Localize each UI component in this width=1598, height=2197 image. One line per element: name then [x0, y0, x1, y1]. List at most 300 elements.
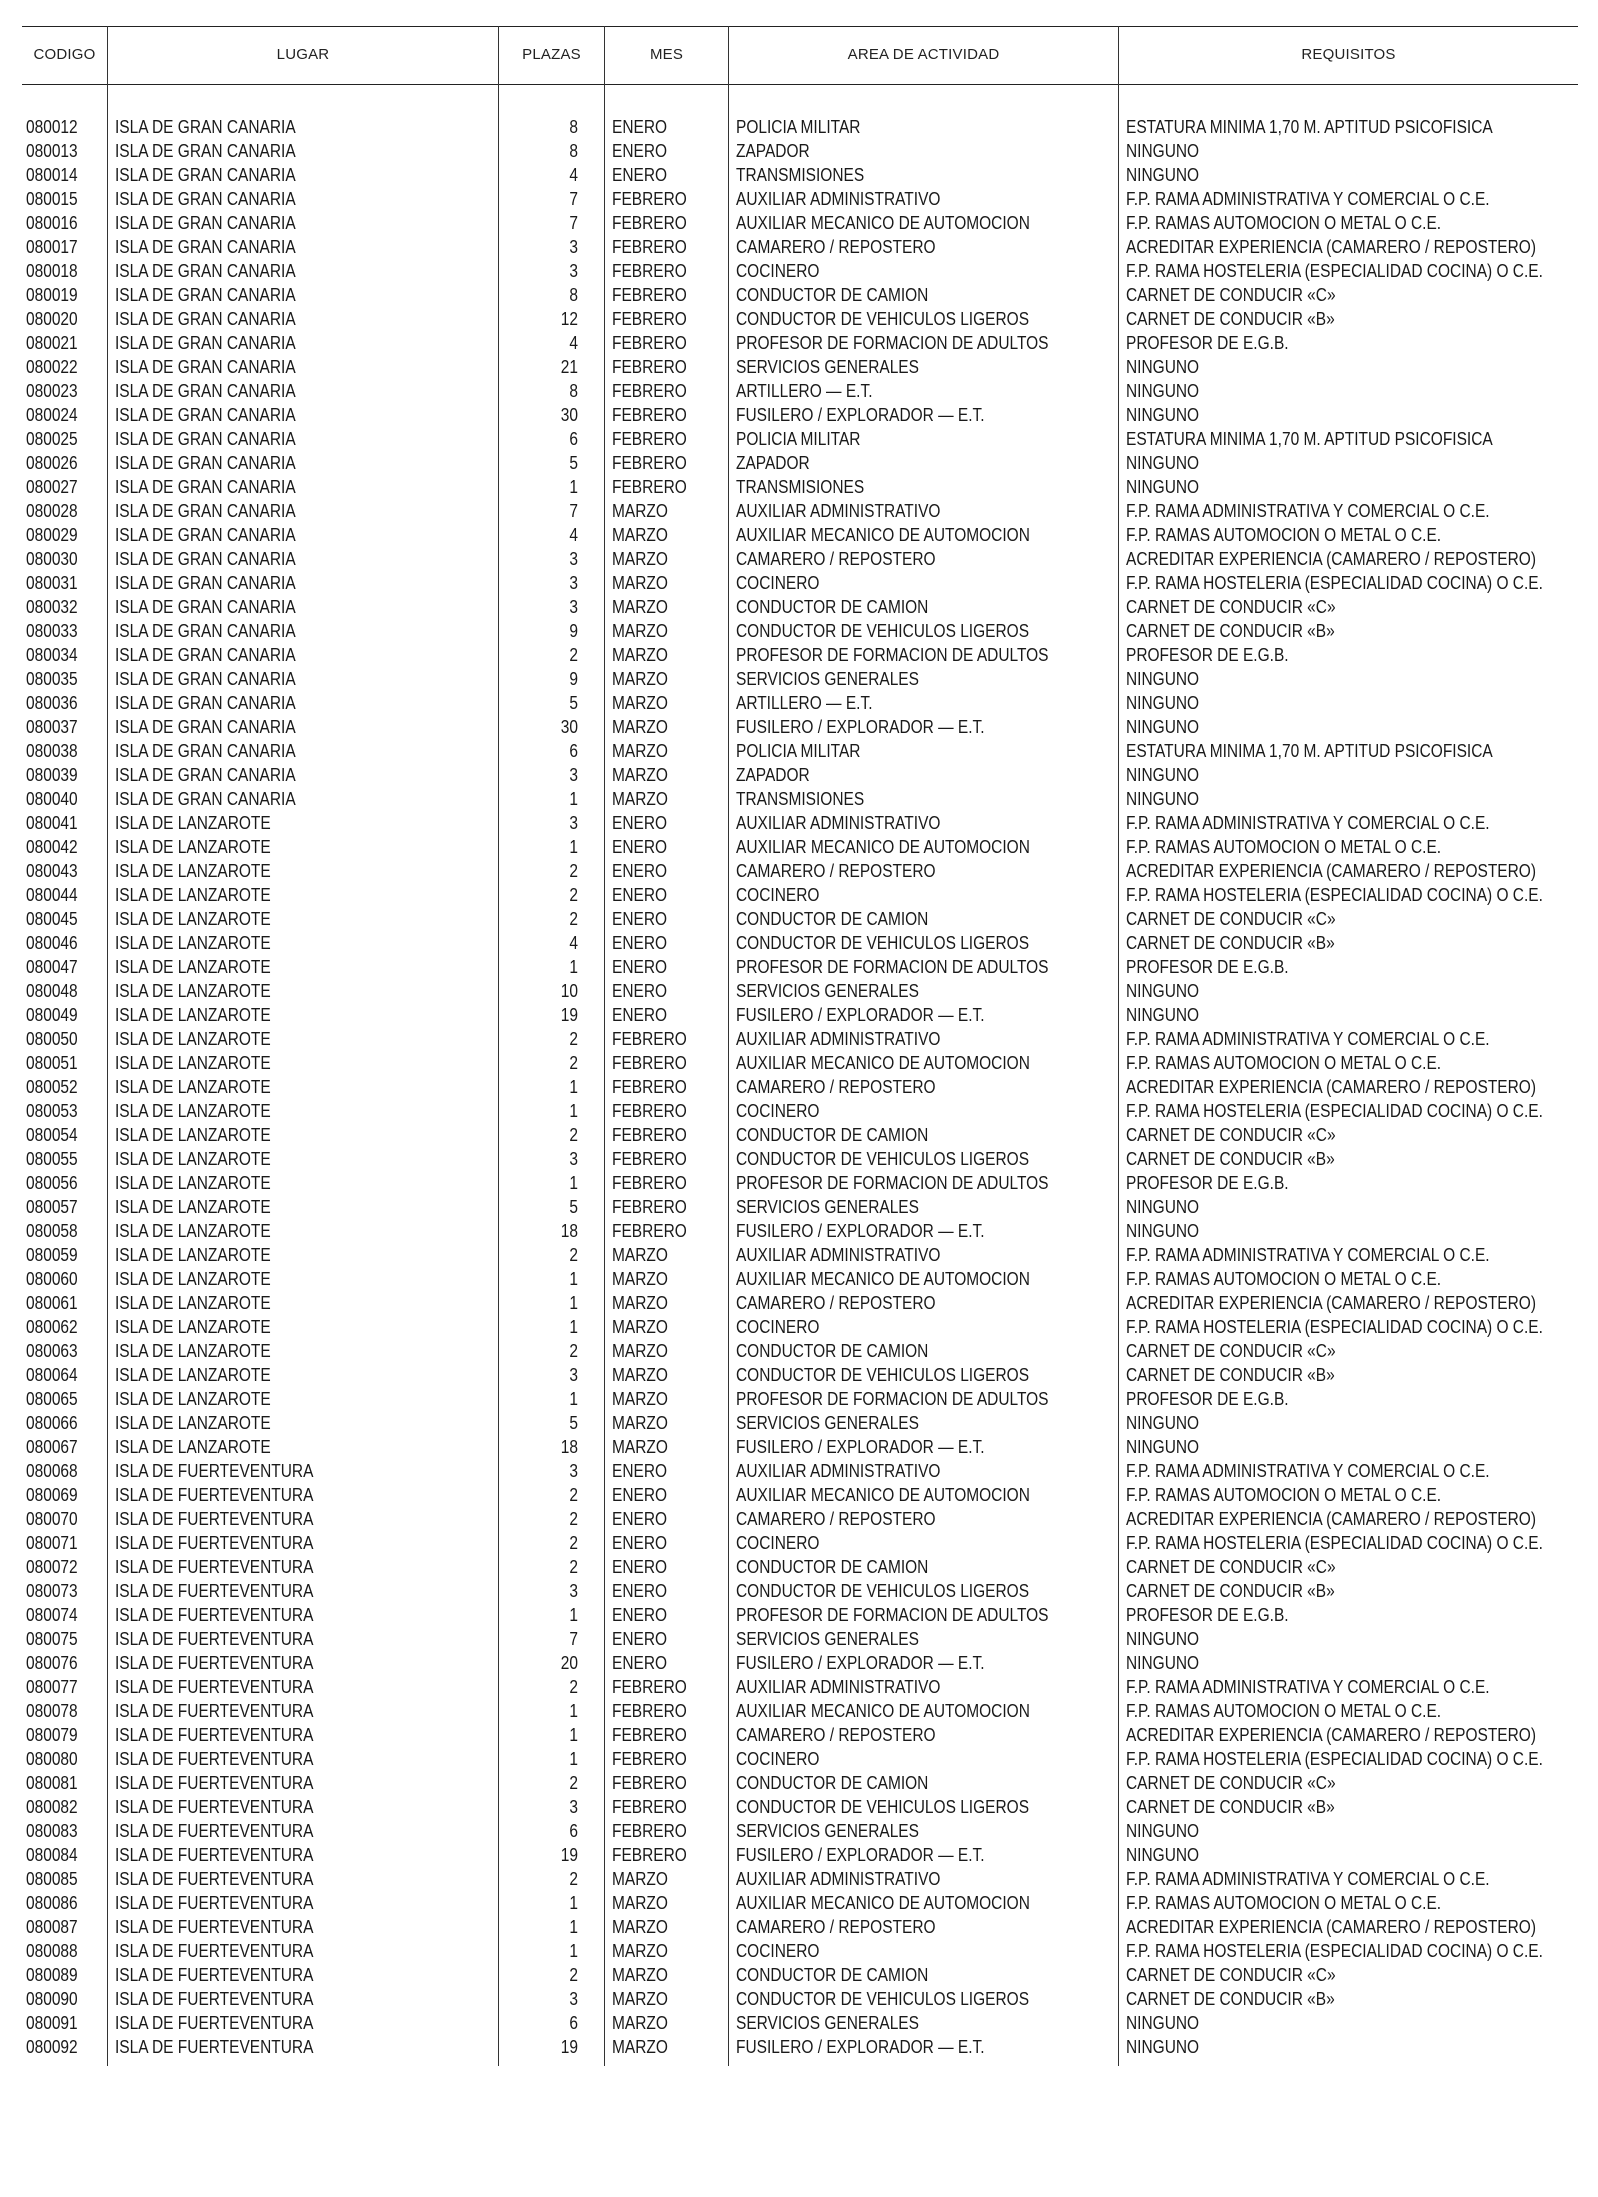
cell-lugar: ISLA DE LANZAROTE — [115, 813, 271, 833]
cell-mes: FEBRERO — [612, 1053, 687, 1073]
table-row — [22, 1603, 1578, 1627]
cell-lugar: ISLA DE LANZAROTE — [115, 885, 271, 905]
cell-plazas: 3 — [569, 1989, 578, 2009]
cell-requisitos: F.P. RAMA ADMINISTRATIVA Y COMERCIAL O C.E. — [1126, 1869, 1490, 1889]
cell-mes: MARZO — [612, 501, 668, 521]
cell-codigo: 080075 — [26, 1629, 78, 1649]
cell-mes: MARZO — [612, 1245, 668, 1265]
cell-plazas: 7 — [569, 213, 578, 233]
cell-plazas: 2 — [569, 1557, 578, 1577]
cell-codigo: 080042 — [26, 837, 78, 857]
cell-requisitos: F.P. RAMA HOSTELERIA (ESPECIALIDAD COCINA) O C.E. — [1126, 573, 1543, 593]
cell-area: FUSILERO / EXPLORADOR — E.T. — [736, 1653, 985, 1673]
cell-lugar: ISLA DE FUERTEVENTURA — [115, 1581, 314, 1601]
cell-requisitos: NINGUNO — [1126, 1197, 1200, 1217]
cell-plazas: 3 — [569, 1365, 578, 1385]
cell-area: AUXILIAR ADMINISTRATIVO — [736, 1461, 941, 1481]
cell-plazas: 1 — [569, 1893, 578, 1913]
cell-lugar: ISLA DE GRAN CANARIA — [115, 645, 296, 665]
cell-codigo: 080062 — [26, 1317, 78, 1337]
table-row — [22, 619, 1578, 643]
cell-codigo: 080019 — [26, 285, 78, 305]
cell-plazas: 2 — [569, 1533, 578, 1553]
cell-mes: FEBRERO — [612, 1701, 687, 1721]
cell-plazas: 1 — [569, 1101, 578, 1121]
table-row — [22, 1771, 1578, 1795]
cell-codigo: 080017 — [26, 237, 78, 257]
cell-plazas: 1 — [569, 1941, 578, 1961]
cell-requisitos: NINGUNO — [1126, 669, 1200, 689]
cell-plazas: 3 — [569, 549, 578, 569]
cell-mes: MARZO — [612, 669, 668, 689]
cell-area: FUSILERO / EXPLORADOR — E.T. — [736, 1005, 985, 1025]
cell-mes: MARZO — [612, 1341, 668, 1361]
cell-requisitos: NINGUNO — [1126, 453, 1200, 473]
cell-plazas: 1 — [569, 1605, 578, 1625]
cell-mes: MARZO — [612, 549, 668, 569]
cell-codigo: 080052 — [26, 1077, 78, 1097]
cell-plazas: 9 — [569, 621, 578, 641]
table-row — [22, 1219, 1578, 1243]
table-row — [22, 979, 1578, 1003]
cell-requisitos: NINGUNO — [1126, 2013, 1200, 2033]
table-row — [22, 211, 1578, 235]
cell-codigo: 080013 — [26, 141, 78, 161]
cell-plazas: 3 — [569, 1797, 578, 1817]
cell-plazas: 9 — [569, 669, 578, 689]
table-row — [22, 1627, 1578, 1651]
cell-requisitos: PROFESOR DE E.G.B. — [1126, 1173, 1289, 1193]
cell-plazas: 1 — [569, 1077, 578, 1097]
cell-plazas: 6 — [569, 2013, 578, 2033]
cell-codigo: 080030 — [26, 549, 78, 569]
cell-codigo: 080078 — [26, 1701, 78, 1721]
cell-codigo: 080080 — [26, 1749, 78, 1769]
cell-mes: MARZO — [612, 573, 668, 593]
table-row — [22, 451, 1578, 475]
cell-plazas: 3 — [569, 237, 578, 257]
cell-requisitos: NINGUNO — [1126, 717, 1200, 737]
cell-mes: ENERO — [612, 1557, 668, 1577]
cell-area: SERVICIOS GENERALES — [736, 669, 919, 689]
cell-area: CONDUCTOR DE VEHICULOS LIGEROS — [736, 621, 1030, 641]
cell-mes: MARZO — [612, 1389, 668, 1409]
cell-lugar: ISLA DE LANZAROTE — [115, 1149, 271, 1169]
cell-requisitos: NINGUNO — [1126, 2037, 1200, 2057]
cell-lugar: ISLA DE GRAN CANARIA — [115, 429, 296, 449]
cell-plazas: 3 — [569, 1581, 578, 1601]
cell-plazas: 1 — [569, 477, 578, 497]
cell-plazas: 5 — [569, 1413, 578, 1433]
cell-requisitos: F.P. RAMAS AUTOMOCION O METAL O C.E. — [1126, 1053, 1442, 1073]
cell-mes: MARZO — [612, 1317, 668, 1337]
cell-mes: ENERO — [612, 165, 668, 185]
cell-codigo: 080083 — [26, 1821, 78, 1841]
cell-plazas: 2 — [569, 1485, 578, 1505]
table-row — [22, 1867, 1578, 1891]
cell-lugar: ISLA DE LANZAROTE — [115, 933, 271, 953]
cell-mes: MARZO — [612, 1869, 668, 1889]
cell-lugar: ISLA DE GRAN CANARIA — [115, 237, 296, 257]
cell-codigo: 080063 — [26, 1341, 78, 1361]
table-row — [22, 1339, 1578, 1363]
cell-lugar: ISLA DE GRAN CANARIA — [115, 405, 296, 425]
cell-lugar: ISLA DE LANZAROTE — [115, 1389, 271, 1409]
cell-requisitos: CARNET DE CONDUCIR «C» — [1126, 1125, 1336, 1145]
table-row — [22, 1531, 1578, 1555]
table-row — [22, 1291, 1578, 1315]
table-row — [22, 1027, 1578, 1051]
cell-mes: ENERO — [612, 909, 668, 929]
cell-requisitos: CARNET DE CONDUCIR «B» — [1126, 1365, 1335, 1385]
table-row — [22, 595, 1578, 619]
table-row — [22, 403, 1578, 427]
cell-mes: ENERO — [612, 141, 668, 161]
cell-plazas: 2 — [569, 1965, 578, 1985]
cell-requisitos: CARNET DE CONDUCIR «C» — [1126, 1965, 1336, 1985]
cell-mes: ENERO — [612, 117, 668, 137]
cell-mes: FEBRERO — [612, 357, 687, 377]
table-row — [22, 1579, 1578, 1603]
table-row — [22, 907, 1578, 931]
cell-mes: MARZO — [612, 765, 668, 785]
cell-area: CAMARERO / REPOSTERO — [736, 1293, 936, 1313]
cell-area: FUSILERO / EXPLORADOR — E.T. — [736, 1221, 985, 1241]
cell-requisitos: ACREDITAR EXPERIENCIA (CAMARERO / REPOSTERO) — [1126, 861, 1537, 881]
table-row — [22, 139, 1578, 163]
cell-codigo: 080047 — [26, 957, 78, 977]
table-row — [22, 1243, 1578, 1267]
cell-plazas: 1 — [569, 1701, 578, 1721]
cell-mes: MARZO — [612, 1893, 668, 1913]
cell-lugar: ISLA DE GRAN CANARIA — [115, 381, 296, 401]
cell-codigo: 080061 — [26, 1293, 78, 1313]
cell-mes: FEBRERO — [612, 213, 687, 233]
cell-requisitos: ACREDITAR EXPERIENCIA (CAMARERO / REPOSTERO) — [1126, 1509, 1537, 1529]
cell-requisitos: PROFESOR DE E.G.B. — [1126, 1605, 1289, 1625]
cell-codigo: 080023 — [26, 381, 78, 401]
table-row — [22, 811, 1578, 835]
table-row — [22, 1171, 1578, 1195]
cell-mes: ENERO — [612, 861, 668, 881]
cell-codigo: 080064 — [26, 1365, 78, 1385]
cell-requisitos: NINGUNO — [1126, 381, 1200, 401]
cell-lugar: ISLA DE GRAN CANARIA — [115, 501, 296, 521]
header-plazas: PLAZAS — [522, 46, 581, 63]
cell-mes: FEBRERO — [612, 1797, 687, 1817]
cell-area: PROFESOR DE FORMACION DE ADULTOS — [736, 1389, 1049, 1409]
cell-area: COCINERO — [736, 1749, 820, 1769]
cell-lugar: ISLA DE FUERTEVENTURA — [115, 1869, 314, 1889]
cell-lugar: ISLA DE LANZAROTE — [115, 1437, 271, 1457]
cell-plazas: 7 — [569, 189, 578, 209]
cell-codigo: 080031 — [26, 573, 78, 593]
cell-requisitos: NINGUNO — [1126, 1221, 1200, 1241]
cell-area: CAMARERO / REPOSTERO — [736, 1725, 936, 1745]
table-row — [22, 163, 1578, 187]
cell-mes: FEBRERO — [612, 405, 687, 425]
cell-mes: ENERO — [612, 933, 668, 953]
cell-lugar: ISLA DE LANZAROTE — [115, 1197, 271, 1217]
cell-codigo: 080076 — [26, 1653, 78, 1673]
cell-requisitos: NINGUNO — [1126, 1005, 1200, 1025]
cell-codigo: 080059 — [26, 1245, 78, 1265]
table-row — [22, 1003, 1578, 1027]
cell-codigo: 080034 — [26, 645, 78, 665]
cell-codigo: 080022 — [26, 357, 78, 377]
table-row — [22, 2035, 1578, 2059]
cell-plazas: 5 — [569, 1197, 578, 1217]
table-row — [22, 1315, 1578, 1339]
cell-lugar: ISLA DE FUERTEVENTURA — [115, 1917, 314, 1937]
cell-area: FUSILERO / EXPLORADOR — E.T. — [736, 405, 985, 425]
cell-mes: FEBRERO — [612, 1173, 687, 1193]
cell-lugar: ISLA DE GRAN CANARIA — [115, 261, 296, 281]
table-row — [22, 1651, 1578, 1675]
cell-area: CONDUCTOR DE CAMION — [736, 285, 929, 305]
cell-area: SERVICIOS GENERALES — [736, 981, 919, 1001]
cell-mes: ENERO — [612, 1581, 668, 1601]
cell-requisitos: NINGUNO — [1126, 165, 1200, 185]
table-row — [22, 883, 1578, 907]
cell-plazas: 2 — [569, 885, 578, 905]
cell-codigo: 080039 — [26, 765, 78, 785]
cell-lugar: ISLA DE GRAN CANARIA — [115, 117, 296, 137]
cell-mes: FEBRERO — [612, 1845, 687, 1865]
table-row — [22, 859, 1578, 883]
cell-codigo: 080029 — [26, 525, 78, 545]
cell-requisitos: ESTATURA MINIMA 1,70 M. APTITUD PSICOFISICA — [1126, 429, 1493, 449]
cell-area: SERVICIOS GENERALES — [736, 1413, 919, 1433]
header-lugar: LUGAR — [276, 46, 330, 63]
cell-mes: MARZO — [612, 1989, 668, 2009]
cell-mes: MARZO — [612, 1941, 668, 1961]
cell-mes: MARZO — [612, 525, 668, 545]
cell-mes: FEBRERO — [612, 1149, 687, 1169]
cell-plazas: 3 — [569, 1461, 578, 1481]
table-row — [22, 715, 1578, 739]
cell-plazas: 3 — [569, 1149, 578, 1169]
cell-plazas: 3 — [569, 573, 578, 593]
cell-area: PROFESOR DE FORMACION DE ADULTOS — [736, 645, 1049, 665]
cell-plazas: 2 — [569, 1677, 578, 1697]
cell-plazas: 19 — [560, 1845, 578, 1865]
cell-plazas: 3 — [569, 765, 578, 785]
table-row — [22, 1795, 1578, 1819]
cell-lugar: ISLA DE FUERTEVENTURA — [115, 1725, 314, 1745]
cell-area: CONDUCTOR DE VEHICULOS LIGEROS — [736, 933, 1030, 953]
cell-codigo: 080038 — [26, 741, 78, 761]
cell-area: FUSILERO / EXPLORADOR — E.T. — [736, 2037, 985, 2057]
table-row — [22, 307, 1578, 331]
table-row — [22, 1075, 1578, 1099]
cell-mes: FEBRERO — [612, 189, 687, 209]
cell-requisitos: F.P. RAMA HOSTELERIA (ESPECIALIDAD COCINA) O C.E. — [1126, 1749, 1543, 1769]
table-row — [22, 1483, 1578, 1507]
cell-lugar: ISLA DE LANZAROTE — [115, 1317, 271, 1337]
table-row — [22, 571, 1578, 595]
cell-plazas: 30 — [560, 717, 578, 737]
cell-lugar: ISLA DE LANZAROTE — [115, 1293, 271, 1313]
cell-mes: MARZO — [612, 597, 668, 617]
cell-lugar: ISLA DE GRAN CANARIA — [115, 165, 296, 185]
cell-requisitos: CARNET DE CONDUCIR «C» — [1126, 1557, 1336, 1577]
cell-mes: ENERO — [612, 1005, 668, 1025]
cell-area: AUXILIAR ADMINISTRATIVO — [736, 1869, 941, 1889]
cell-lugar: ISLA DE GRAN CANARIA — [115, 357, 296, 377]
cell-codigo: 080071 — [26, 1533, 78, 1553]
cell-mes: MARZO — [612, 1965, 668, 1985]
cell-lugar: ISLA DE FUERTEVENTURA — [115, 1773, 314, 1793]
cell-mes: MARZO — [612, 717, 668, 737]
cell-mes: FEBRERO — [612, 1125, 687, 1145]
cell-mes: MARZO — [612, 2013, 668, 2033]
cell-plazas: 6 — [569, 741, 578, 761]
cell-codigo: 080056 — [26, 1173, 78, 1193]
cell-codigo: 080067 — [26, 1437, 78, 1457]
cell-requisitos: F.P. RAMA HOSTELERIA (ESPECIALIDAD COCINA) O C.E. — [1126, 1317, 1543, 1337]
cell-mes: FEBRERO — [612, 453, 687, 473]
cell-lugar: ISLA DE FUERTEVENTURA — [115, 1965, 314, 1985]
cell-area: COCINERO — [736, 885, 820, 905]
cell-plazas: 4 — [569, 165, 578, 185]
cell-lugar: ISLA DE FUERTEVENTURA — [115, 1509, 314, 1529]
cell-requisitos: F.P. RAMAS AUTOMOCION O METAL O C.E. — [1126, 213, 1442, 233]
cell-codigo: 080036 — [26, 693, 78, 713]
cell-codigo: 080058 — [26, 1221, 78, 1241]
table-row — [22, 1723, 1578, 1747]
table-row — [22, 283, 1578, 307]
cell-plazas: 30 — [560, 405, 578, 425]
cell-area: CONDUCTOR DE CAMION — [736, 597, 929, 617]
cell-lugar: ISLA DE GRAN CANARIA — [115, 621, 296, 641]
cell-requisitos: CARNET DE CONDUCIR «C» — [1126, 597, 1336, 617]
cell-lugar: ISLA DE GRAN CANARIA — [115, 477, 296, 497]
table-row — [22, 523, 1578, 547]
cell-area: CONDUCTOR DE CAMION — [736, 909, 929, 929]
cell-codigo: 080024 — [26, 405, 78, 425]
cell-requisitos: PROFESOR DE E.G.B. — [1126, 333, 1289, 353]
cell-area: CAMARERO / REPOSTERO — [736, 1509, 936, 1529]
cell-area: POLICIA MILITAR — [736, 741, 861, 761]
cell-requisitos: ACREDITAR EXPERIENCIA (CAMARERO / REPOSTERO) — [1126, 549, 1537, 569]
cell-lugar: ISLA DE LANZAROTE — [115, 1173, 271, 1193]
table-row — [22, 427, 1578, 451]
cell-codigo: 080072 — [26, 1557, 78, 1577]
header-requisitos: REQUISITOS — [1301, 46, 1396, 63]
cell-lugar: ISLA DE GRAN CANARIA — [115, 309, 296, 329]
cell-lugar: ISLA DE GRAN CANARIA — [115, 285, 296, 305]
cell-codigo: 080040 — [26, 789, 78, 809]
cell-area: CONDUCTOR DE CAMION — [736, 1341, 929, 1361]
cell-codigo: 080046 — [26, 933, 78, 953]
cell-requisitos: F.P. RAMA HOSTELERIA (ESPECIALIDAD COCINA) O C.E. — [1126, 1101, 1543, 1121]
cell-area: ZAPADOR — [736, 453, 810, 473]
cell-lugar: ISLA DE FUERTEVENTURA — [115, 1821, 314, 1841]
cell-lugar: ISLA DE FUERTEVENTURA — [115, 1989, 314, 2009]
table-row — [22, 1747, 1578, 1771]
cell-plazas: 21 — [560, 357, 578, 377]
cell-area: POLICIA MILITAR — [736, 117, 861, 137]
cell-lugar: ISLA DE LANZAROTE — [115, 1365, 271, 1385]
cell-mes: ENERO — [612, 1533, 668, 1553]
cell-lugar: ISLA DE LANZAROTE — [115, 1053, 271, 1073]
cell-requisitos: NINGUNO — [1126, 981, 1200, 1001]
cell-requisitos: ACREDITAR EXPERIENCIA (CAMARERO / REPOSTERO) — [1126, 237, 1537, 257]
cell-mes: MARZO — [612, 621, 668, 641]
cell-lugar: ISLA DE GRAN CANARIA — [115, 765, 296, 785]
cell-area: CAMARERO / REPOSTERO — [736, 861, 936, 881]
cell-plazas: 1 — [569, 1293, 578, 1313]
cell-requisitos: F.P. RAMA ADMINISTRATIVA Y COMERCIAL O C.E. — [1126, 189, 1490, 209]
cell-plazas: 1 — [569, 1917, 578, 1937]
table-row — [22, 1555, 1578, 1579]
cell-area: CONDUCTOR DE VEHICULOS LIGEROS — [736, 1149, 1030, 1169]
cell-lugar: ISLA DE FUERTEVENTURA — [115, 1653, 314, 1673]
cell-plazas: 1 — [569, 1269, 578, 1289]
cell-area: AUXILIAR ADMINISTRATIVO — [736, 1245, 941, 1265]
cell-lugar: ISLA DE FUERTEVENTURA — [115, 1605, 314, 1625]
cell-plazas: 2 — [569, 1341, 578, 1361]
cell-lugar: ISLA DE LANZAROTE — [115, 981, 271, 1001]
table-row — [22, 1387, 1578, 1411]
cell-codigo: 080033 — [26, 621, 78, 641]
table-row — [22, 955, 1578, 979]
table-row — [22, 1819, 1578, 1843]
cell-mes: MARZO — [612, 789, 668, 809]
cell-requisitos: CARNET DE CONDUCIR «B» — [1126, 309, 1335, 329]
cell-plazas: 4 — [569, 525, 578, 545]
cell-mes: ENERO — [612, 1629, 668, 1649]
cell-requisitos: F.P. RAMA ADMINISTRATIVA Y COMERCIAL O C.E. — [1126, 1677, 1490, 1697]
cell-lugar: ISLA DE FUERTEVENTURA — [115, 1677, 314, 1697]
cell-codigo: 080092 — [26, 2037, 78, 2057]
cell-lugar: ISLA DE LANZAROTE — [115, 1005, 271, 1025]
table-row — [22, 1915, 1578, 1939]
cell-area: CONDUCTOR DE VEHICULOS LIGEROS — [736, 1581, 1030, 1601]
cell-lugar: ISLA DE FUERTEVENTURA — [115, 1461, 314, 1481]
cell-mes: MARZO — [612, 1917, 668, 1937]
table-row — [22, 763, 1578, 787]
cell-requisitos: F.P. RAMAS AUTOMOCION O METAL O C.E. — [1126, 525, 1442, 545]
cell-codigo: 080053 — [26, 1101, 78, 1121]
cell-lugar: ISLA DE LANZAROTE — [115, 1341, 271, 1361]
cell-codigo: 080091 — [26, 2013, 78, 2033]
cell-mes: ENERO — [612, 957, 668, 977]
cell-lugar: ISLA DE LANZAROTE — [115, 1221, 271, 1241]
cell-area: CAMARERO / REPOSTERO — [736, 1917, 936, 1937]
cell-mes: FEBRERO — [612, 1725, 687, 1745]
cell-requisitos: ACREDITAR EXPERIENCIA (CAMARERO / REPOSTERO) — [1126, 1917, 1537, 1937]
cell-lugar: ISLA DE FUERTEVENTURA — [115, 1485, 314, 1505]
cell-mes: FEBRERO — [612, 309, 687, 329]
cell-plazas: 5 — [569, 693, 578, 713]
cell-codigo: 080074 — [26, 1605, 78, 1625]
cell-plazas: 2 — [569, 909, 578, 929]
cell-mes: ENERO — [612, 1461, 668, 1481]
cell-area: CONDUCTOR DE CAMION — [736, 1773, 929, 1793]
cell-mes: ENERO — [612, 885, 668, 905]
cell-area: PROFESOR DE FORMACION DE ADULTOS — [736, 1173, 1049, 1193]
cell-area: COCINERO — [736, 1317, 820, 1337]
cell-lugar: ISLA DE LANZAROTE — [115, 909, 271, 929]
cell-area: AUXILIAR ADMINISTRATIVO — [736, 813, 941, 833]
cell-codigo: 080068 — [26, 1461, 78, 1481]
cell-area: AUXILIAR MECANICO DE AUTOMOCION — [736, 1893, 1030, 1913]
cell-codigo: 080087 — [26, 1917, 78, 1937]
cell-codigo: 080041 — [26, 813, 78, 833]
cell-mes: MARZO — [612, 1293, 668, 1313]
